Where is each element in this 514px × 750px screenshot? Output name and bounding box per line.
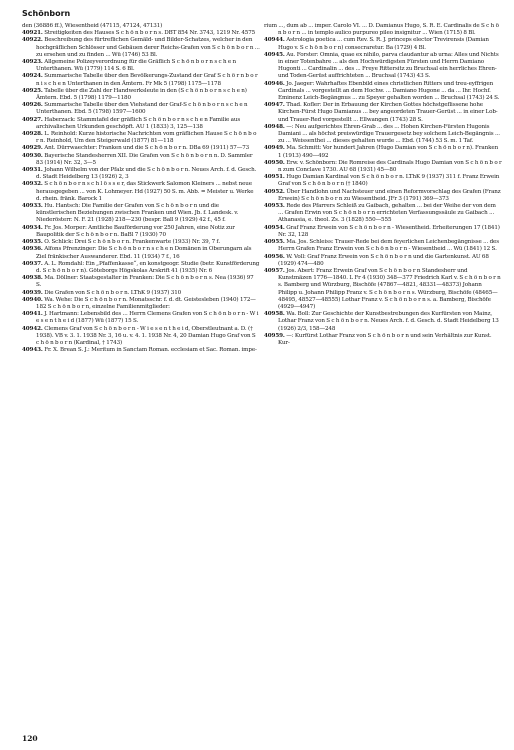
bibliography-entry: [264, 37, 502, 51]
entry-number: 40938.: [22, 275, 43, 282]
entry-text: Beschreibung des fürtreflichen Gemäld- und Bilder-Schatzes, welcher in den hochgräflichen Schlösser und Gebäuen derer Reichs-Grafen von S c h ö n b o r n ... zu ersehen und zu finden ... Wü (1746) 53 Bl.: [36, 37, 260, 58]
entry-number: 40939.: [22, 289, 43, 296]
entry-text: Über Handlohn und Nachsteuer und einen Reformvorschlag des Grafen (Franz Erwein) S c h ö n b o r n zu Wiesentheid. JFr 3 (1791) 369—373: [278, 188, 501, 202]
bibliography-entry: [22, 153, 260, 167]
entry-text: Rede des Pfarrers Schleiß zu Gaibach, gehalten ... bei der Weihe der von dem ... Grafen Erwin von S c h ö n b o r n errichteten Verfassungssäule zu Gaibach ... Athanasia, e. theol. Zs. 3 (1828) 550—555: [278, 203, 496, 224]
bibliography-entry: [264, 160, 502, 174]
entry-text: Die Grafen von S c h ö n b o r n. LThK 9 (1937) 310: [44, 289, 182, 296]
entry-number: 40949.: [264, 145, 285, 152]
bibliography-entry: [22, 326, 260, 348]
entry-number: 40943.: [22, 347, 43, 354]
entry-text: Au. Forster: Omnia, quae ex nihilo, parva claudantur ab urna: Alles und Nichts in einer Totenbahre ... als den Hochwürdigsten Fürsten und Herrn Damiano Hugonti ... Cardinalin ... des ... Freye Rittersitz zu Bruchsal ein herrliches Ehren- und Toden-Gerüst auffrichteten ... Bruchsal (1743) 43 S.: [278, 51, 499, 80]
left-column: [22, 23, 260, 354]
entry-text: Summarische Tabelle über den Bevölkerungs-Zustand der Graf S c h ö r n b o r n i s c h e n Unterthanen in den Ämtern. Fr Mk 5 (1798) 1175—1178: [36, 73, 258, 87]
entry-text: Jos. Abert: Franz Erwein Graf von S c h ö n b o r n Standesherr und Kunstmäzen 1776—1840. L Fr 4 (1930) 348—377 Friedrich Karl v. S c h ö n b o r n s. Bamberg und Würzburg, Bischöfe (47867—4821, 48331—48373) Johann Philipp u. Johann Philipp Franz v. S c h ö n b o r n s. Würzburg, Bischöfe (48465—48495, 48527—48555) Lothar Franz v. S c h ö n b o r n s. a. Bamberg, Bischöfe (4929—4947): [278, 267, 501, 310]
entry-number: 40927.: [22, 116, 43, 123]
entry-number: 40958.: [264, 311, 285, 318]
bibliography-entry: [22, 181, 260, 203]
entry-text: J. Hartmann: Lebensbild des ... Herrn Clemens Grafen von S c h ö n b o r n - W i e s e n t h e i d (1877) Wü (1877) 15 S.: [36, 311, 259, 325]
bibliography-entry: [22, 23, 260, 30]
entry-number: 40951.: [264, 174, 285, 181]
page-number: 120: [22, 734, 38, 743]
entry-text: Allgemeine Polizeyverordnung für die Gräflich S c h ö n b o r n s c h e n Unterthanen. Wü (1779) 114 S. 6 Bl.: [36, 59, 237, 73]
entry-number: 40952.: [264, 188, 285, 195]
bibliography-entry: [22, 88, 260, 102]
entry-text: Erw. v. Schönborn: Die Romreise des Cardinals Hugo Damian von S c h ö n b o r n zum Conclave 1730. AU 68 (1931) 45—80: [278, 159, 502, 174]
entry-text: O. Schlick: Drei S c h ö n b o r n. Frankenwarte (1933) Nr. 39, 7 f.: [44, 239, 220, 246]
bibliography-entry: [264, 124, 502, 146]
bibliography-entry: [22, 225, 260, 239]
entry-text: Fr. X. Brean S. J.: Meritum in Sanctam Roman. ecclesiam et Sac. Roman. impe-: [44, 347, 257, 354]
bibliography-entry: [264, 203, 502, 225]
bibliography-entry: [264, 52, 502, 81]
bibliography-entry: [264, 174, 502, 188]
entry-text: Graf Franz Erwein von S c h ö n b o r n - Wiesentheid. Erheiterungen 17 (1841) Nr. 32, 128: [278, 224, 500, 238]
entry-number: 40932.: [22, 181, 43, 188]
entry-text: W. Voll: Graf Franz Erwein von S c h ö n b o r n und die Gartenkunst. AU 68 (1929) 474—480: [278, 253, 489, 267]
entry-text: Johann Wilhelm von der Pfalz und die S c h ö n b o r n. Neues Arch. f. d. Gesch. d. Stadt Heidelberg 13 (1926) 2, 3: [36, 167, 257, 181]
entry-text: Bayerische Standesherren XII. Die Grafen von S c h ö n b o r n n. D. Sammler 83 (1914) Nr. 32, 3—5: [36, 152, 253, 166]
entry-number: 40959.: [264, 332, 285, 339]
bibliography-entry: [264, 102, 502, 124]
entry-text: A. L. Romdahl: Ein „Pfaffenkasse“, en konstgeogr. Studie (betr. Kunstförderung d. S c h ö n b o r n). Göteborgs Högskolas Arskrift 41 (1935) Nr. 6: [36, 260, 260, 274]
entry-number: 40941.: [22, 311, 43, 318]
bibliography-entry: [22, 347, 260, 354]
bibliography-entry: [22, 73, 260, 87]
entry-text: S c h ö n b o r n s c h l ö s s e r, das Stickwerk Salomon Kleiners ... nebst neue herausgegeben ... von K. Lohmeyer. Hd (1927) 50 S. m. Abb. = Meister u. Werke d. rhein. fränk. Barock 1: [36, 181, 254, 202]
entry-number: 40953.: [264, 203, 285, 210]
entry-number: 40924.: [22, 73, 43, 80]
entry-number: 40937.: [22, 260, 43, 267]
entry-number: 40944.: [264, 37, 285, 44]
bibliography-entry: [22, 167, 260, 181]
entry-text: Fr. Jos. Morper: Amtliche Bauförderung vor 250 Jahren, eine Notiz zur Baupolitik der S c h ö n b o r n. BaBl 7 (1930) 70: [36, 224, 235, 238]
entry-text: —: Neu aufgerichtes Ehren-Grab ... des ... Hohen Kirchen-Fürsten Hugonis Damiani ... als höchst preiswürdige Trauergesetz bey solchem Leich-Begängnis ... zu ... Weissenthei ... dieses gehalten wurde ... Ebd. (1744) 53 S. m. 1 Taf.: [278, 123, 500, 145]
entry-number: 40942.: [22, 325, 43, 332]
bibliography-entry: [22, 275, 260, 289]
bibliography-entry: [264, 225, 502, 239]
entry-number: 40923.: [22, 59, 43, 66]
bibliography-entry: [22, 261, 260, 275]
entry-text: den (36886 ff.), Wiesentheid (47115, 47124, 47131): [22, 23, 163, 29]
running-head: Schönborn: [22, 9, 71, 18]
entry-text: Wa. Boll: Zur Geschichte der Kunstbestrebungen des Kurfürsten von Mainz, Lothar Franz von S c h ö n b o r n. Neues Arch. f. d. Gesch. d. Stadt Heidelberg 13 (1926) 2/3, 158—248: [278, 311, 499, 332]
entry-text: Streitigkeiten des Hauses S c h ö n b o r n s. DBT 854 Nr. 3743, 1219 Nr. 4575: [44, 30, 256, 37]
entry-number: 40936.: [22, 246, 43, 253]
entry-number: 40922.: [22, 37, 43, 44]
entry-text: Ma. Jos. Schleiss: Trauer-Rede bei dem feyerlichen Leichenbegängnisse ... des Herrn Grafen Franz Erwein von S c h ö n b o r n - Wiesentheid ... Wü (1841) 12 S.: [278, 239, 499, 253]
entry-text: Thad. Kofler: Der in Erbauung der Kirchen Gottes höchstgeflissene hohe Kirchen-Fürst Hugo Damianus ... bey angeordeten Trauer-Gerüst ... in einer Lob- und Trauer-Red vorgestellt ... Ellwangen (1743) 28 S.: [278, 102, 498, 123]
bibliography-entry: [22, 131, 260, 145]
bibliography-entry: [264, 23, 502, 37]
entry-number: 40957.: [264, 267, 285, 274]
bibliography-entry: [22, 59, 260, 73]
entry-number: 40931.: [22, 167, 43, 174]
bibliography-entry: [22, 117, 260, 131]
bibliography-entry: [264, 145, 502, 159]
bibliography-entry: [264, 333, 502, 347]
bibliography-entry: [22, 246, 260, 260]
entry-number: 40928.: [22, 131, 43, 138]
bibliography-entry: [264, 81, 502, 103]
bibliography-entry: [264, 254, 502, 268]
entry-number: 40940.: [22, 296, 43, 303]
entry-text: rium ..., dum ab ... imper. Carolo VI. ... D. Damianus Hugo, S. R. E. Cardinalis de S c h ö n b o r n ... in templo aulico purpureo pileo insignitur ... Wien (1715) 8 Bl.: [264, 23, 499, 37]
entry-number: 40946.: [264, 80, 285, 87]
entry-number: 40926.: [22, 102, 43, 109]
entry-text: Ma. Schmitt: Vor hundert Jahren (Hugo Damian von S c h ö n b o r n). Franken 1 (1913) 490—492: [278, 145, 499, 159]
entry-number: 40954.: [264, 224, 285, 231]
entry-number: 40929.: [22, 145, 43, 152]
entry-text: Hugo Damian Kardinal von S c h ö n b o r n. LThK 9 (1937) 311 f. Franz Erwein Graf von S c h ö n b o r n († 1840): [278, 174, 500, 188]
entry-number: 40945.: [264, 51, 285, 58]
entry-number: 40947.: [264, 102, 285, 109]
entry-text: Ant. Dürrwaechter: Franken und die S c h ö n b o r n. DBa 69 (1911) 57—73: [44, 145, 250, 152]
entry-number: 40933.: [22, 203, 43, 210]
entry-text: —: Kurfürst Lothar Franz von S c h ö n b o r n und sein Verhältnis zur Kunst. Kur-: [278, 332, 492, 346]
entry-text: Summarische Tabelle über den Viehstand der Graf-S c h ö n b o r n s c h e n Unterthanen. Ebd. 5 (1798) 1597—1600: [36, 102, 248, 116]
entry-number: 40921.: [22, 30, 43, 37]
bibliography-entry: [22, 239, 260, 246]
bibliography-entry: [22, 37, 260, 59]
bibliography-entry: [264, 239, 502, 253]
bibliography-entry: [22, 297, 260, 311]
bibliography-entry: [22, 145, 260, 152]
entry-text: Jo. Jaeger: Wahrhaftes Ebenbild eines christlichen Ritters und treu-eyffrigen Cardinals ... vorgestellt an dem Hochw. ... Damiano Hugone ... da ... Ihr. Hochf. Eminenz Leich-Begängnus ... zu Speyer gehalten worden ... Bruchsal (1743) 24 S.: [278, 80, 500, 102]
right-column: [264, 23, 502, 347]
bibliography-entry: [264, 311, 502, 333]
entry-text: Hu. Hantsch: Die Familie der Grafen von S c h ö n b o r n und die künstlerischen Beziehungen zwischen Franken und Wien. Jb. f. Landesk. v. Niederösterr. N. F. 21 (1928) 218—230 (bespr. Ball 9 (1929) 42 f., 45 f.: [36, 203, 239, 224]
bibliography-entry: [22, 203, 260, 225]
bibliography-entry: [22, 30, 260, 37]
entry-number: 40950.: [264, 159, 285, 166]
entry-number: 40948.: [264, 123, 285, 130]
entry-text: Tabelle über die Zahl der Handwerksleute in den (S c h ö n b o r n s c h e n) Ämtern. Ebd. 5 (1798) 1179—1180: [36, 87, 247, 102]
entry-text: L. Reinhold: Kurze historische Nachrichten vom gräflichen Hause S c h ö n b o r n. Reinhold, Um den Steigerwald (1877) 81—118: [36, 131, 257, 145]
entry-text: Alfons Pfrenzinger: Die S c h ö n b o r n s c h e n Domänen in Oberungarn als Ziel fränkischer Auswanderer. Ebd. 11 (1934) 7 f., 16: [36, 246, 252, 260]
bibliography-entry: [264, 268, 502, 311]
entry-text: Astrologia poetica ... cum Rev. S. R. J. princeps elector Trevirensis (Damian Hugo v. S c h ö n b o r n) consecraretur. Ba (1729) 4 Bl.: [278, 37, 489, 51]
entry-text: Clemens Graf von S c h ö n b o r n - W i e s e n t h e i d, Oberstleutnant a. D. († 1938). VB v. 3. 1. 1938 Nr. 3, 16 u. v. 4. 1. 1938 Nr. 4, 20 Damian Hugo Graf von S c h ö n b o r n (Kardinal, † 1743): [36, 325, 256, 346]
entry-text: Haberzack: Stammtafel der gräflich S c h ö n b o r n s c h e n Familie aus archivalischen Urkunden geschöpft. AU 1 (1833) 3, 125—138: [36, 116, 241, 130]
entry-number: 40925.: [22, 87, 43, 94]
bibliography-entry: [22, 102, 260, 116]
entry-number: 40955.: [264, 239, 285, 246]
bibliography-entry: [22, 311, 260, 325]
bibliography-entry: [264, 189, 502, 203]
entry-number: 40930.: [22, 152, 43, 159]
entry-text: Ma. Döllner: Staatsgestalter in Franken: Die S c h ö n b o r n s. Nea (1936) 97 S.: [36, 275, 254, 289]
entry-text: Wa. Wehe: Die S c h ö n b o r n. Monatsschr. f. d. dt. Geistesleben (1940) 172—182 S c h ö n b o r n, einzelne Familienmitglieder:: [36, 296, 256, 310]
bibliography-entry: [22, 290, 260, 297]
entry-number: 40956.: [264, 253, 285, 260]
entry-number: 40934.: [22, 224, 43, 231]
entry-number: 40935.: [22, 239, 43, 246]
